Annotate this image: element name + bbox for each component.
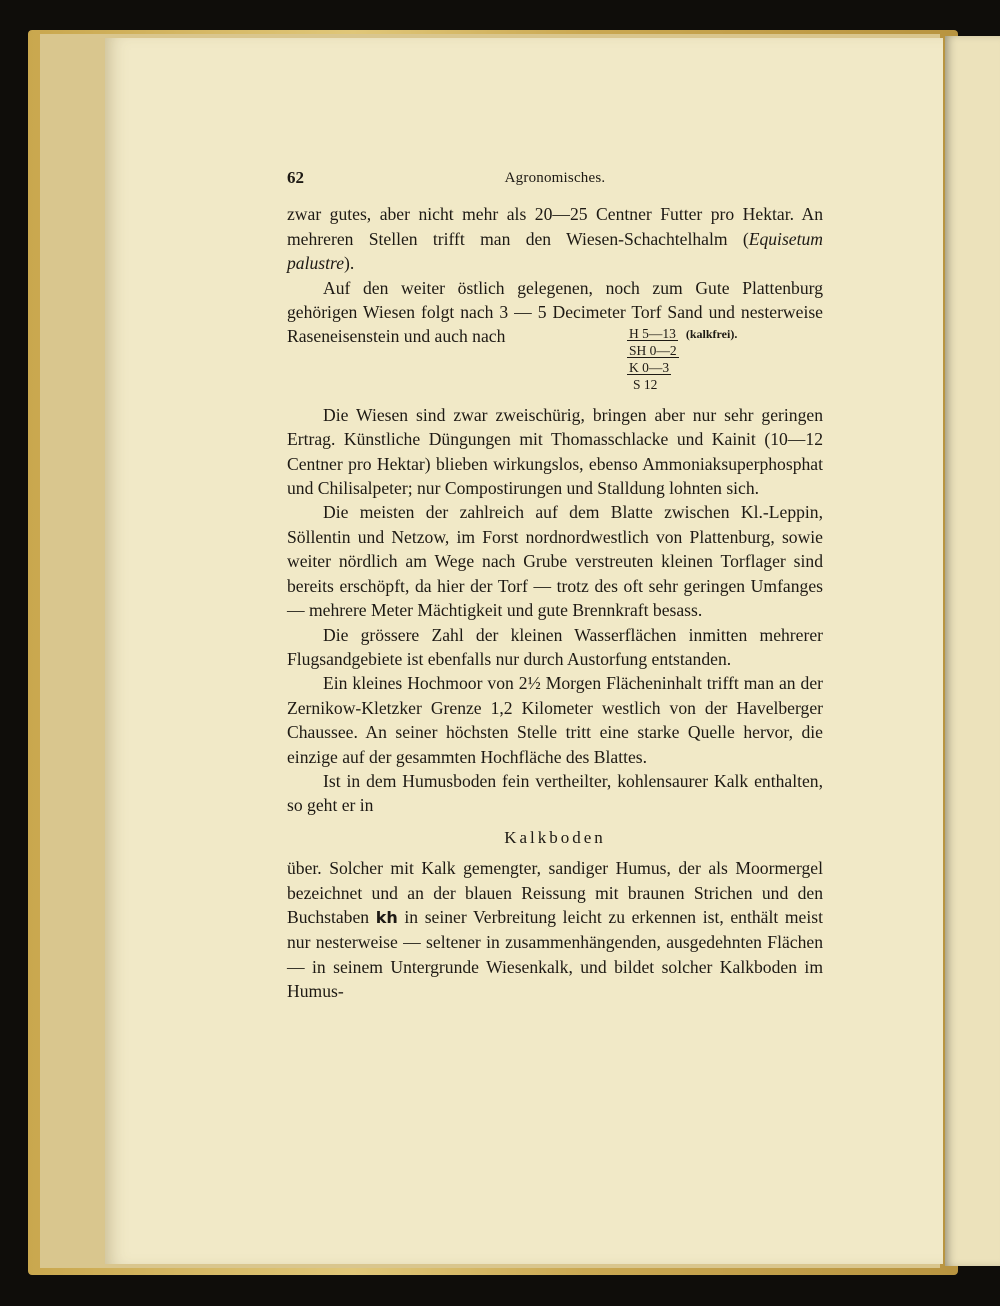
formula-sh: SH 0—2 bbox=[629, 342, 677, 358]
facing-page-edge bbox=[945, 36, 1000, 1266]
formula-k: K 0—3 bbox=[629, 359, 670, 375]
paragraph-6: Ein kleines Hochmoor von 2½ Morgen Flächeninhalt trifft man an der Zernikow-Kletzker Grenze 1,2 Kilometer westlich von der Havelberger Chaussee. An seiner höchsten Stelle tritt eine starke Quelle hervor, die einzige auf der gesammten Hochfläche des Blattes. bbox=[287, 673, 823, 767]
section-heading: Kalkboden bbox=[504, 827, 606, 847]
paragraph-5: Die grössere Zahl der kleinen Wasserflächen inmitten mehrerer Flugsandgebiete ist ebenfalls nur durch Austorfung entstanden. bbox=[287, 624, 823, 669]
formula-note: (kalkfrei). bbox=[685, 326, 738, 341]
paragraph-3: Die Wiesen sind zwar zweischürig, bringen aber nur sehr geringen Ertrag. Künstliche Düngungen mit Thomasschlacke und Kainit (10—12 Centner pro Hektar) blieben wirkungslos, ebenso Ammoniaksuperphosphat und Chilisalpeter; nur Compostirungen und Stalldung lohnten sich. bbox=[287, 404, 823, 499]
paragraph-7: Ist in dem Humusboden fein vertheilter, kohlensaurer Kalk enthalten, so geht er in bbox=[287, 770, 823, 816]
page-text bbox=[287, 166, 823, 1004]
paragraph-2: Auf den weiter östlich gelegenen, noch zum Gute Plattenburg gehörigen Wiesen folgt nach 3 — 5 Decimeter Torf Sand und nesterweise Raseneisenstein und auch nach bbox=[287, 277, 823, 347]
formula-h: H 5—13 bbox=[629, 325, 676, 341]
running-head bbox=[287, 166, 823, 190]
formula-s: S 12 bbox=[633, 376, 658, 392]
paragraph-8: über. Solcher mit Kalk gemengter, sandiger Humus, der als Moormergel bezeichnet und an der blauen Reissung mit braunen Strichen und den Buchstaben kh in seiner Verbreitung leicht zu erkennen ist, enthält meist nur nesterweise — seltener in zusammenhängenden, ausgedehnten Flächen — in seinem Untergrunde Wiesenkalk, und bildet solcher Kalkboden im Humus- bbox=[287, 858, 823, 1002]
latin-name: Equisetum palustre bbox=[287, 228, 823, 274]
paragraph-1: zwar gutes, aber nicht mehr als 20—25 Centner Futter pro Hektar. An mehreren Stellen trifft man den Wiesen-Schachtelhalm (Equisetum palustre). bbox=[287, 204, 823, 274]
map-symbol: kh bbox=[375, 907, 398, 927]
page-number: 62 bbox=[287, 168, 304, 187]
paragraph-4: Die meisten der zahlreich auf dem Blatte zwischen Kl.-Leppin, Söllentin und Netzow, im Forst nordnordwestlich von Plattenburg, sowie weiter nördlich am Wege nach Grube verstreuten kleinen Torflager sind bereits erschöpft, da hier der Torf — trotz des oft sehr geringen Umfanges — mehrere Meter Mächtigkeit und gute Brennkraft besass. bbox=[287, 502, 823, 621]
running-title: Agronomisches. bbox=[504, 170, 606, 186]
